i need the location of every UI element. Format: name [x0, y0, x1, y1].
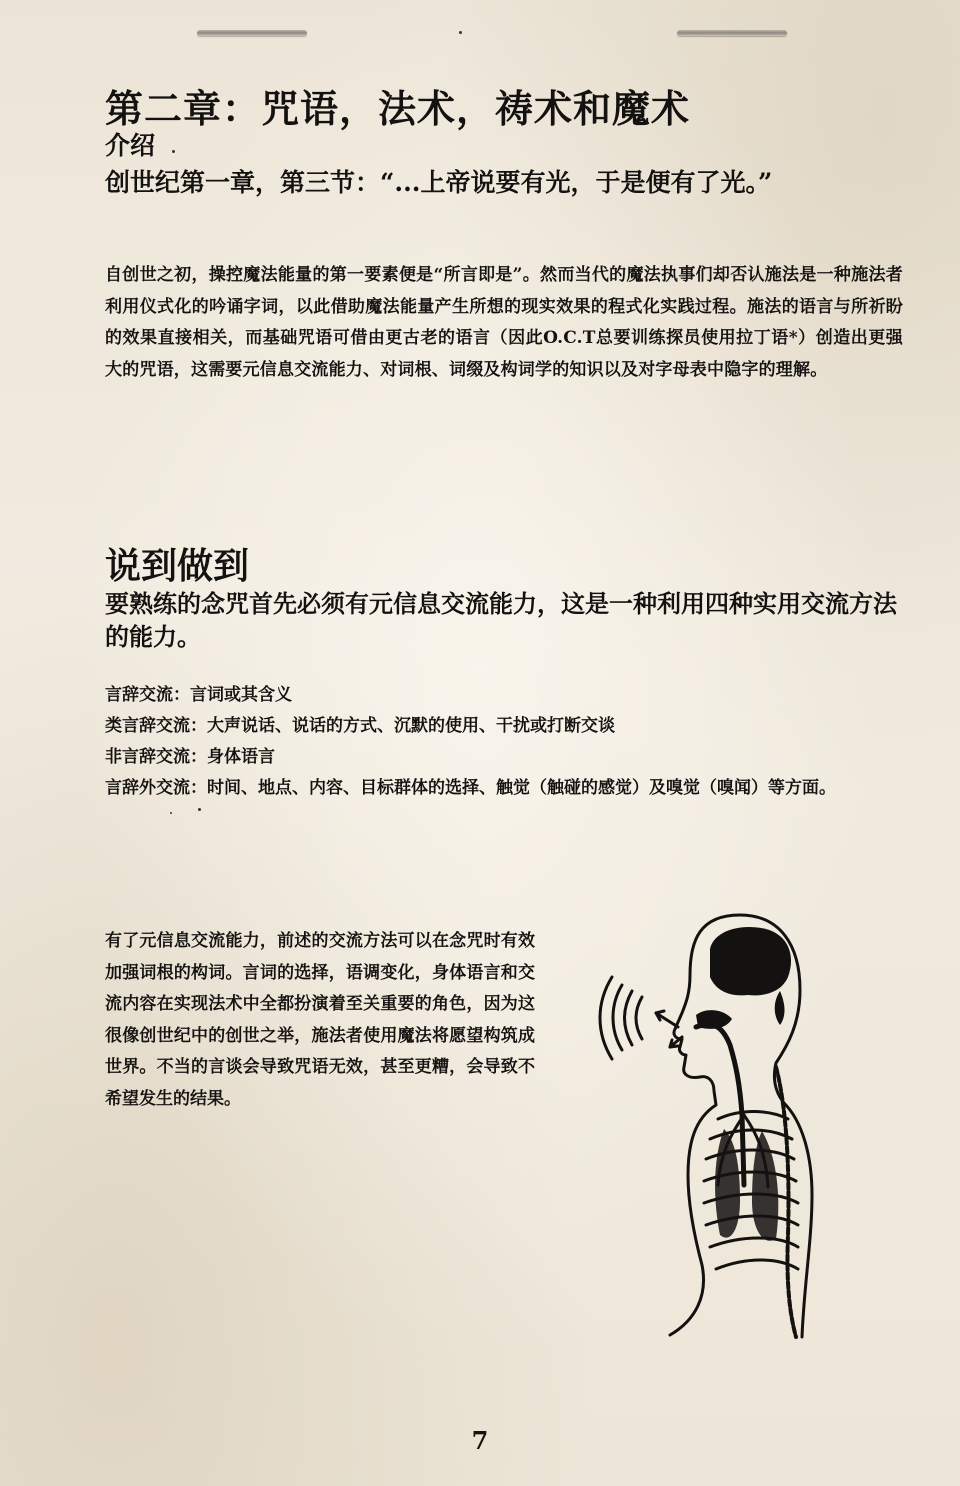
staple-right	[677, 30, 787, 36]
chapter-title: 第二章：咒语，法术，祷术和魔术	[105, 86, 691, 131]
paper-speck	[459, 31, 462, 34]
anatomical-torso-icon	[590, 905, 840, 1350]
paper-speck	[172, 150, 175, 153]
list-item: 类言辞交流：大声说话、说话的方式、沉默的使用、干扰或打断交谈	[105, 716, 615, 736]
list-item: 言辞交流：言词或其含义	[105, 685, 292, 705]
section-lead: 要熟练的念咒首先必须有元信息交流能力，这是一种利用四种实用交流方法的能力。	[105, 589, 897, 651]
paper-speck	[198, 808, 201, 811]
section-title: 说到做到	[105, 545, 250, 587]
epigraph-quote: 创世纪第一章，第三节：“...上帝说要有光，于是便有了光。”	[105, 168, 773, 197]
list-item: 言辞外交流：时间、地点、内容、目标群体的选择、触觉（触碰的感觉）及嗅觉（嗅闻）等方面。	[105, 778, 836, 798]
intro-paragraph: 自创世之初，操控魔法能量的第一要素便是“所言即是”。然而当代的魔法执事们却否认施法是一种施法者利用仪式化的吟诵字词，以此借助魔法能量产生所想的现实效果的程式化实践过程。施法的语言与所祈盼的效果直接相关，而基础咒语可借由更古老的语言（因此O.C.T总要训练探员使用拉丁语*）创造出更强大的咒语，这需要元信息交流能力、对词根、词缀及构词学的知识以及对字母表中隐字的理解。	[105, 265, 903, 380]
staple-left	[197, 30, 307, 36]
page-number: 7	[471, 1426, 489, 1455]
paper-speck	[170, 812, 172, 814]
communication-methods-list	[105, 680, 925, 804]
list-item: 非言辞交流：身体语言	[105, 747, 275, 767]
body-paragraph: 有了元信息交流能力，前述的交流方法可以在念咒时有效加强词根的构词。言词的选择，语调变化，身体语言和交流内容在实现法术中全都扮演着至关重要的角色，因为这很像创世纪中的创世之举，施法者使用魔法将愿望构筑成世界。不当的言谈会导致咒语无效，甚至更糟，会导致不希望发生的结果。	[105, 931, 535, 1109]
intro-label: 介绍	[105, 131, 156, 160]
